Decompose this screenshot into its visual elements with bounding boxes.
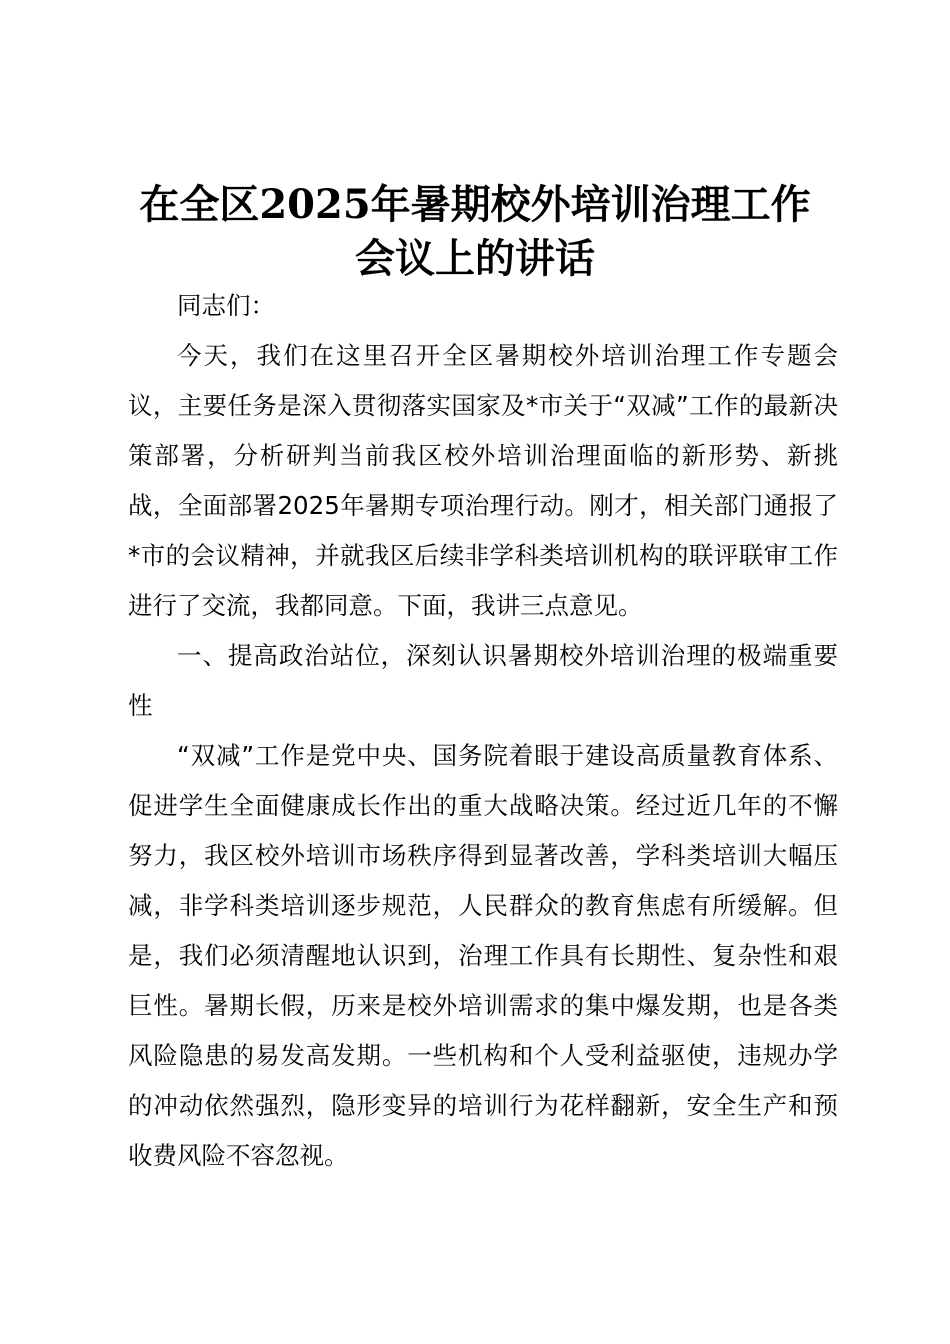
salutation: 同志们： (177, 291, 275, 320)
paragraph-section-1: “双减”工作是党中央、国务院着眼于建设高质量教育体系、促进学生全面健康成长作出的重大战略决策。经过近几年的不懈努力，我区校外培训市场秩序得到显著改善，学科类培训大幅压减，非学科类培训逐步规范，人民群众的教育焦虑有所缓解。但是，我们必须清醒地认识到，治理工作具有长期性、复杂性和艰巨性。暑期长假，历来是校外培训需求的集中爆发期，也是各类风险隐患的易发高发期。一些机构和个人受利益驱使，违规办学的冲动依然强烈，隐形变异的培训行为花样翻新，安全生产和预收费风险不容忽视。 (128, 741, 838, 1170)
document-title (100, 178, 850, 286)
paragraph-intro: 今天，我们在这里召开全区暑期校外培训治理工作专题会议，主要任务是深入贯彻落实国家及*市关于“双减”工作的最新决策部署，分析研判当前我区校外培训治理面临的新形势、新挑战，全面部署2025年暑期专项治理行动。刚才，相关部门通报了*市的会议精神，并就我区后续非学科类培训机构的联评联审工作进行了交流，我都同意。下面，我讲三点意见。 (128, 341, 838, 620)
document-body (128, 281, 838, 1181)
title-line-2: 会议上的讲话 (355, 235, 595, 282)
title-line-1: 在全区2025年暑期校外培训治理工作 (139, 181, 811, 228)
section-heading-1: 一、提高政治站位，深刻认识暑期校外培训治理的极端重要性 (128, 641, 838, 720)
